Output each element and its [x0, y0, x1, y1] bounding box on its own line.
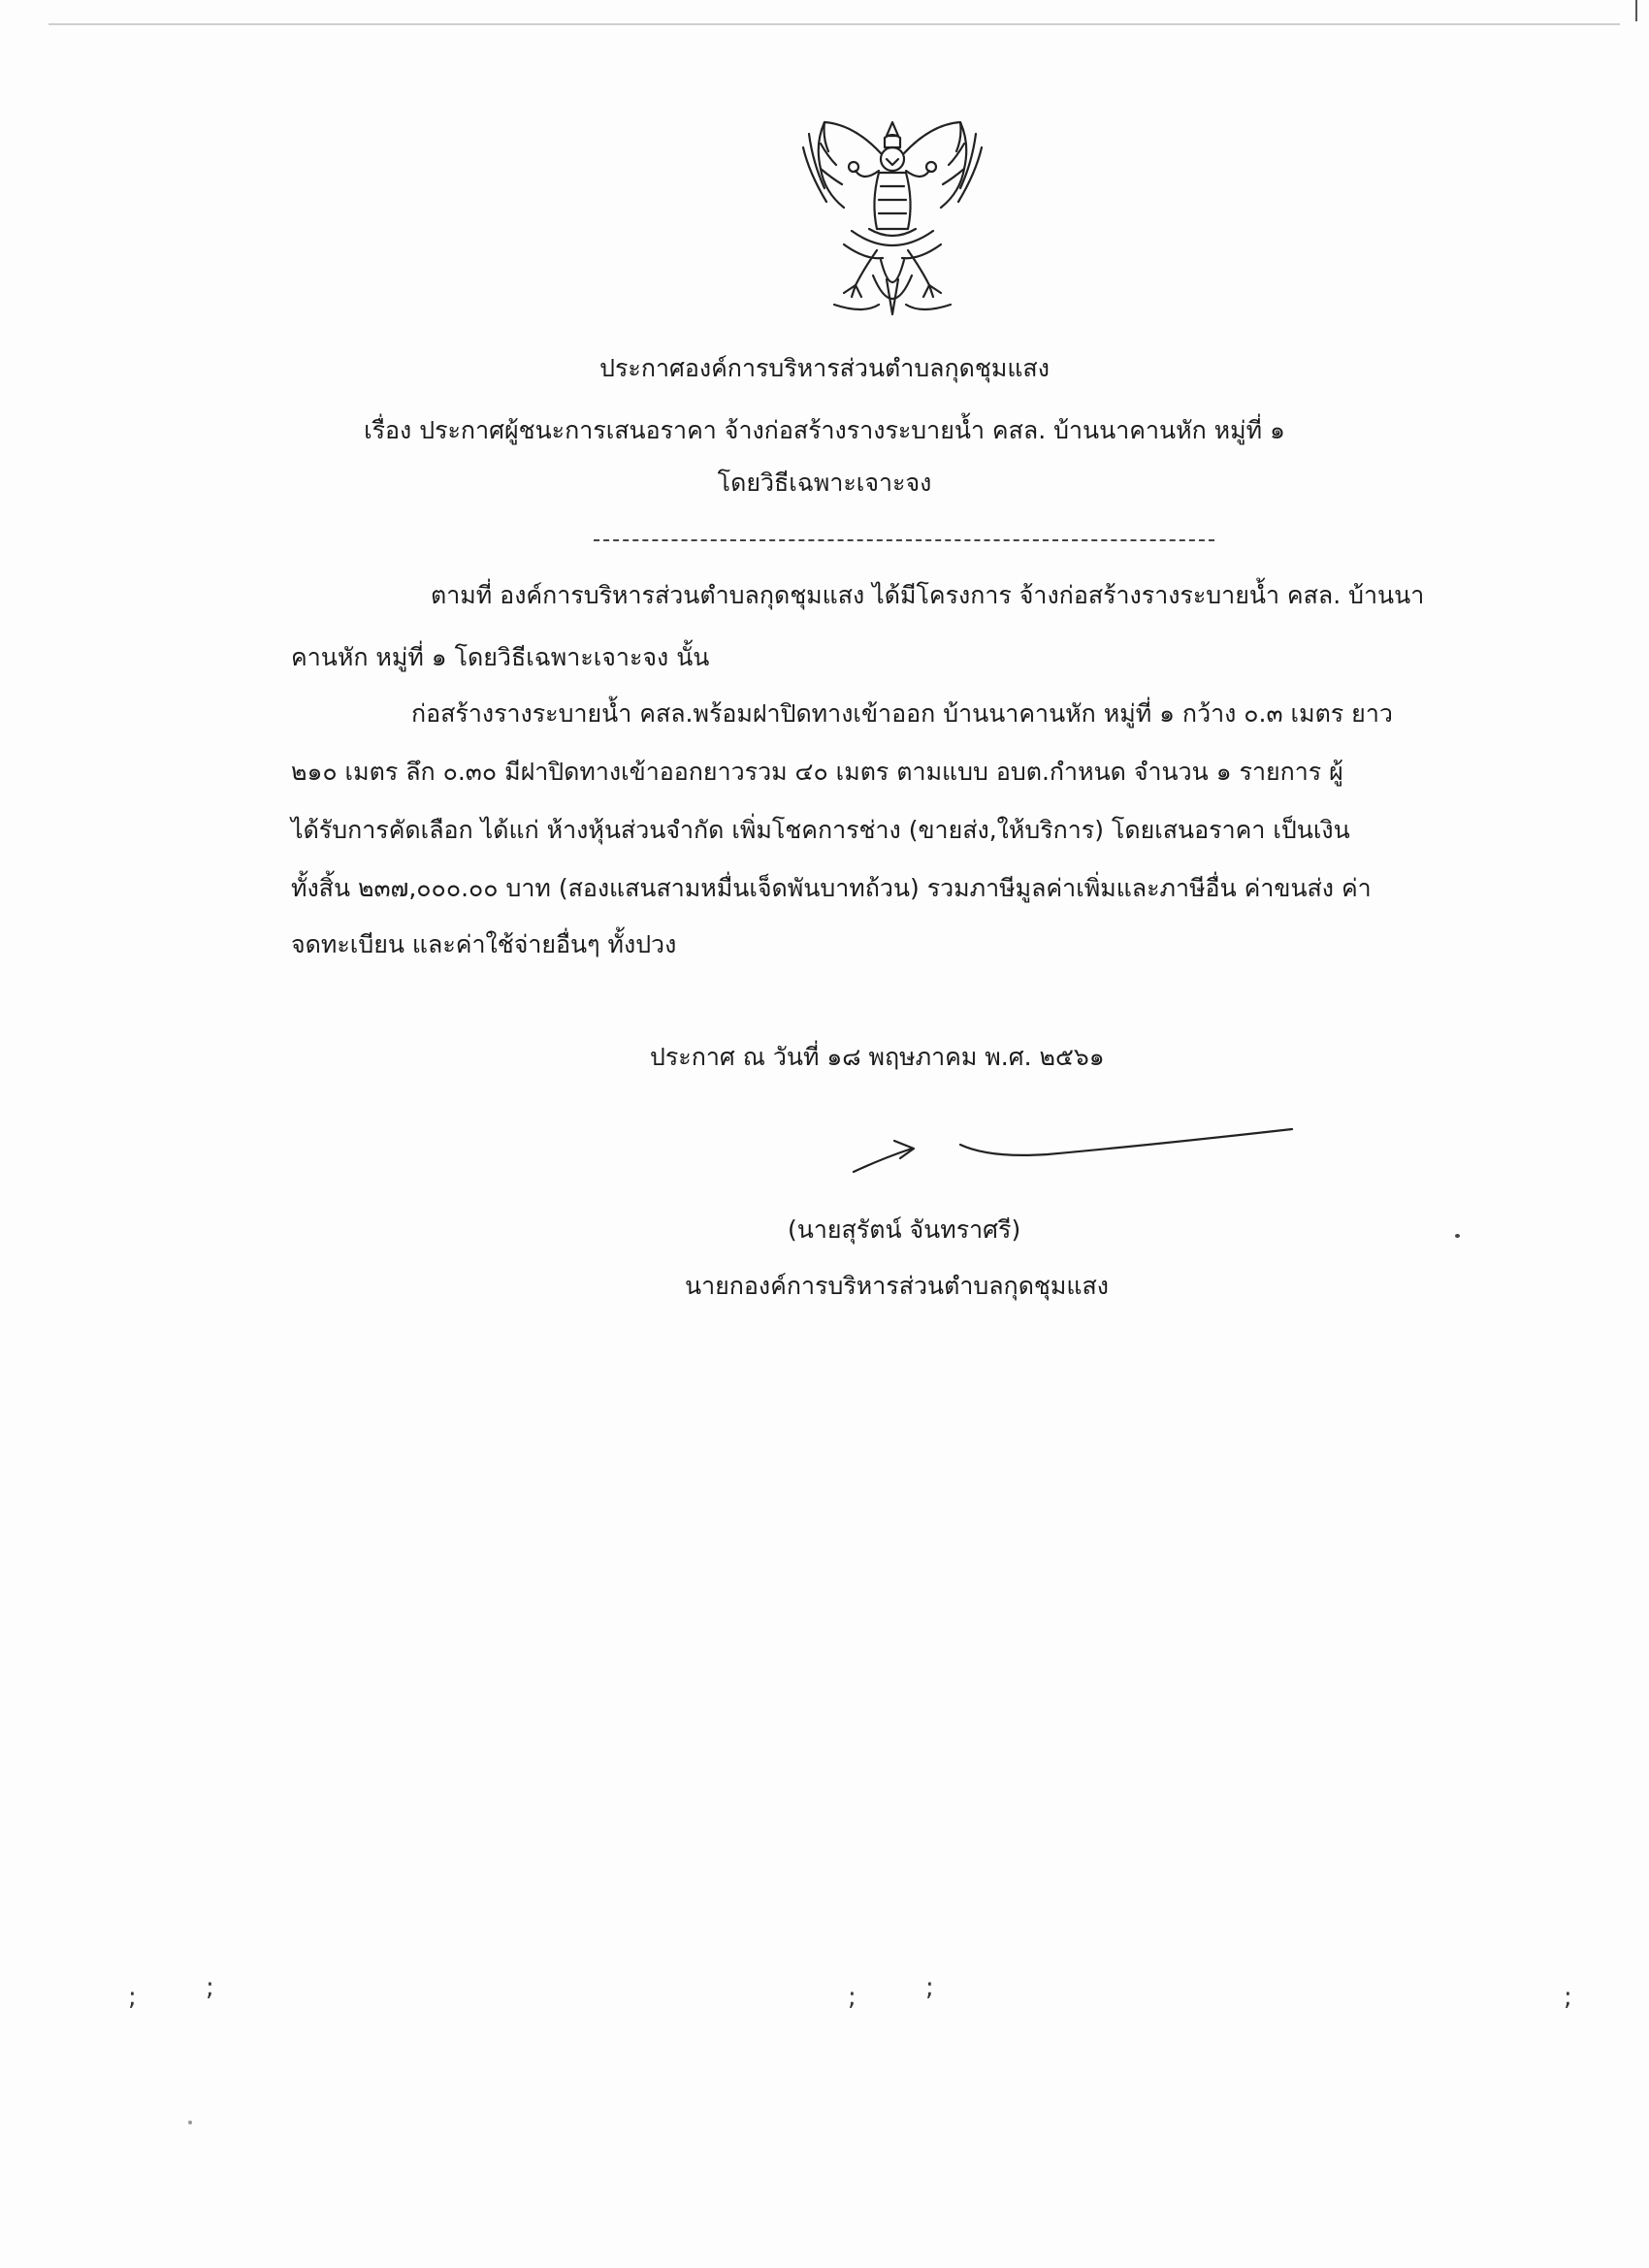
scan-speck: ;	[1564, 1983, 1572, 2012]
paragraph1-line1: ตามที่ องค์การบริหารส่วนตำบลกุดชุมแสง ได้มีโครงการ จ้างก่อสร้างรางระบายน้ำ คสล. บ้านนา	[431, 581, 1425, 609]
scan-dot	[1455, 1234, 1460, 1238]
garuda-emblem-icon	[795, 114, 989, 328]
announcement-org-heading: ประกาศองค์การบริหารส่วนตำบลกุดชุมแสง	[599, 354, 1050, 382]
paragraph2-line2: ๒๑๐ เมตร ลึก ๐.๓๐ มีฝาปิดทางเข้าออกยาวรวม ๔๐ เมตร ตามแบบ อบต.กำหนด จำนวน ๑ รายการ ผู้	[291, 758, 1343, 786]
scan-dot	[188, 2121, 192, 2124]
scan-speck: ;	[925, 1973, 934, 2002]
paragraph2-line4: ทั้งสิ้น ๒๓๗,๐๐๐.๐๐ บาท (สองแสนสามหมื่นเจ็ดพันบาทถ้วน) รวมภาษีมูลค่าเพิ่มและภาษีอื่น ค่าขนส่ง ค่า	[291, 874, 1372, 902]
scan-speck: ;	[206, 1973, 214, 2002]
scan-edge-line	[48, 23, 1620, 25]
announcement-subject: เรื่อง ประกาศผู้ชนะการเสนอราคา จ้างก่อสร้างรางระบายน้ำ คสล. บ้านนาคานหัก หมู่ที่ ๑	[364, 416, 1285, 444]
signer-name: (นายสุรัตน์ จันทราศรี)	[788, 1215, 1021, 1244]
paragraph1-line2: คานหัก หมู่ที่ ๑ โดยวิธีเฉพาะเจาะจง นั้น	[291, 643, 710, 671]
scan-edge-mark	[1635, 0, 1637, 21]
scan-speck: ;	[848, 1983, 857, 2012]
paragraph2-line1: ก่อสร้างรางระบายน้ำ คสล.พร้อมฝาปิดทางเข้าออก บ้านนาคานหัก หมู่ที่ ๑ กว้าง ๐.๓ เมตร ยาว	[411, 699, 1393, 728]
scan-speck: ;	[128, 1983, 137, 2012]
procurement-method: โดยวิธีเฉพาะเจาะจง	[717, 469, 932, 497]
paragraph2-line3: ได้รับการคัดเลือก ได้แก่ ห้างหุ้นส่วนจำกัด เพิ่มโชคการช่าง (ขายส่ง,ให้บริการ) โดยเสนอราคา เป็นเงิน	[291, 816, 1350, 844]
announcement-date: ประกาศ ณ วันที่ ๑๘ พฤษภาคม พ.ศ. ๒๕๖๑	[650, 1043, 1105, 1071]
handwritten-signature	[844, 1116, 1300, 1183]
heading-divider	[594, 539, 1214, 541]
signer-title: นายกองค์การบริหารส่วนตำบลกุดชุมแสง	[685, 1272, 1109, 1300]
paragraph2-line5: จดทะเบียน และค่าใช้จ่ายอื่นๆ ทั้งปวง	[291, 930, 677, 958]
